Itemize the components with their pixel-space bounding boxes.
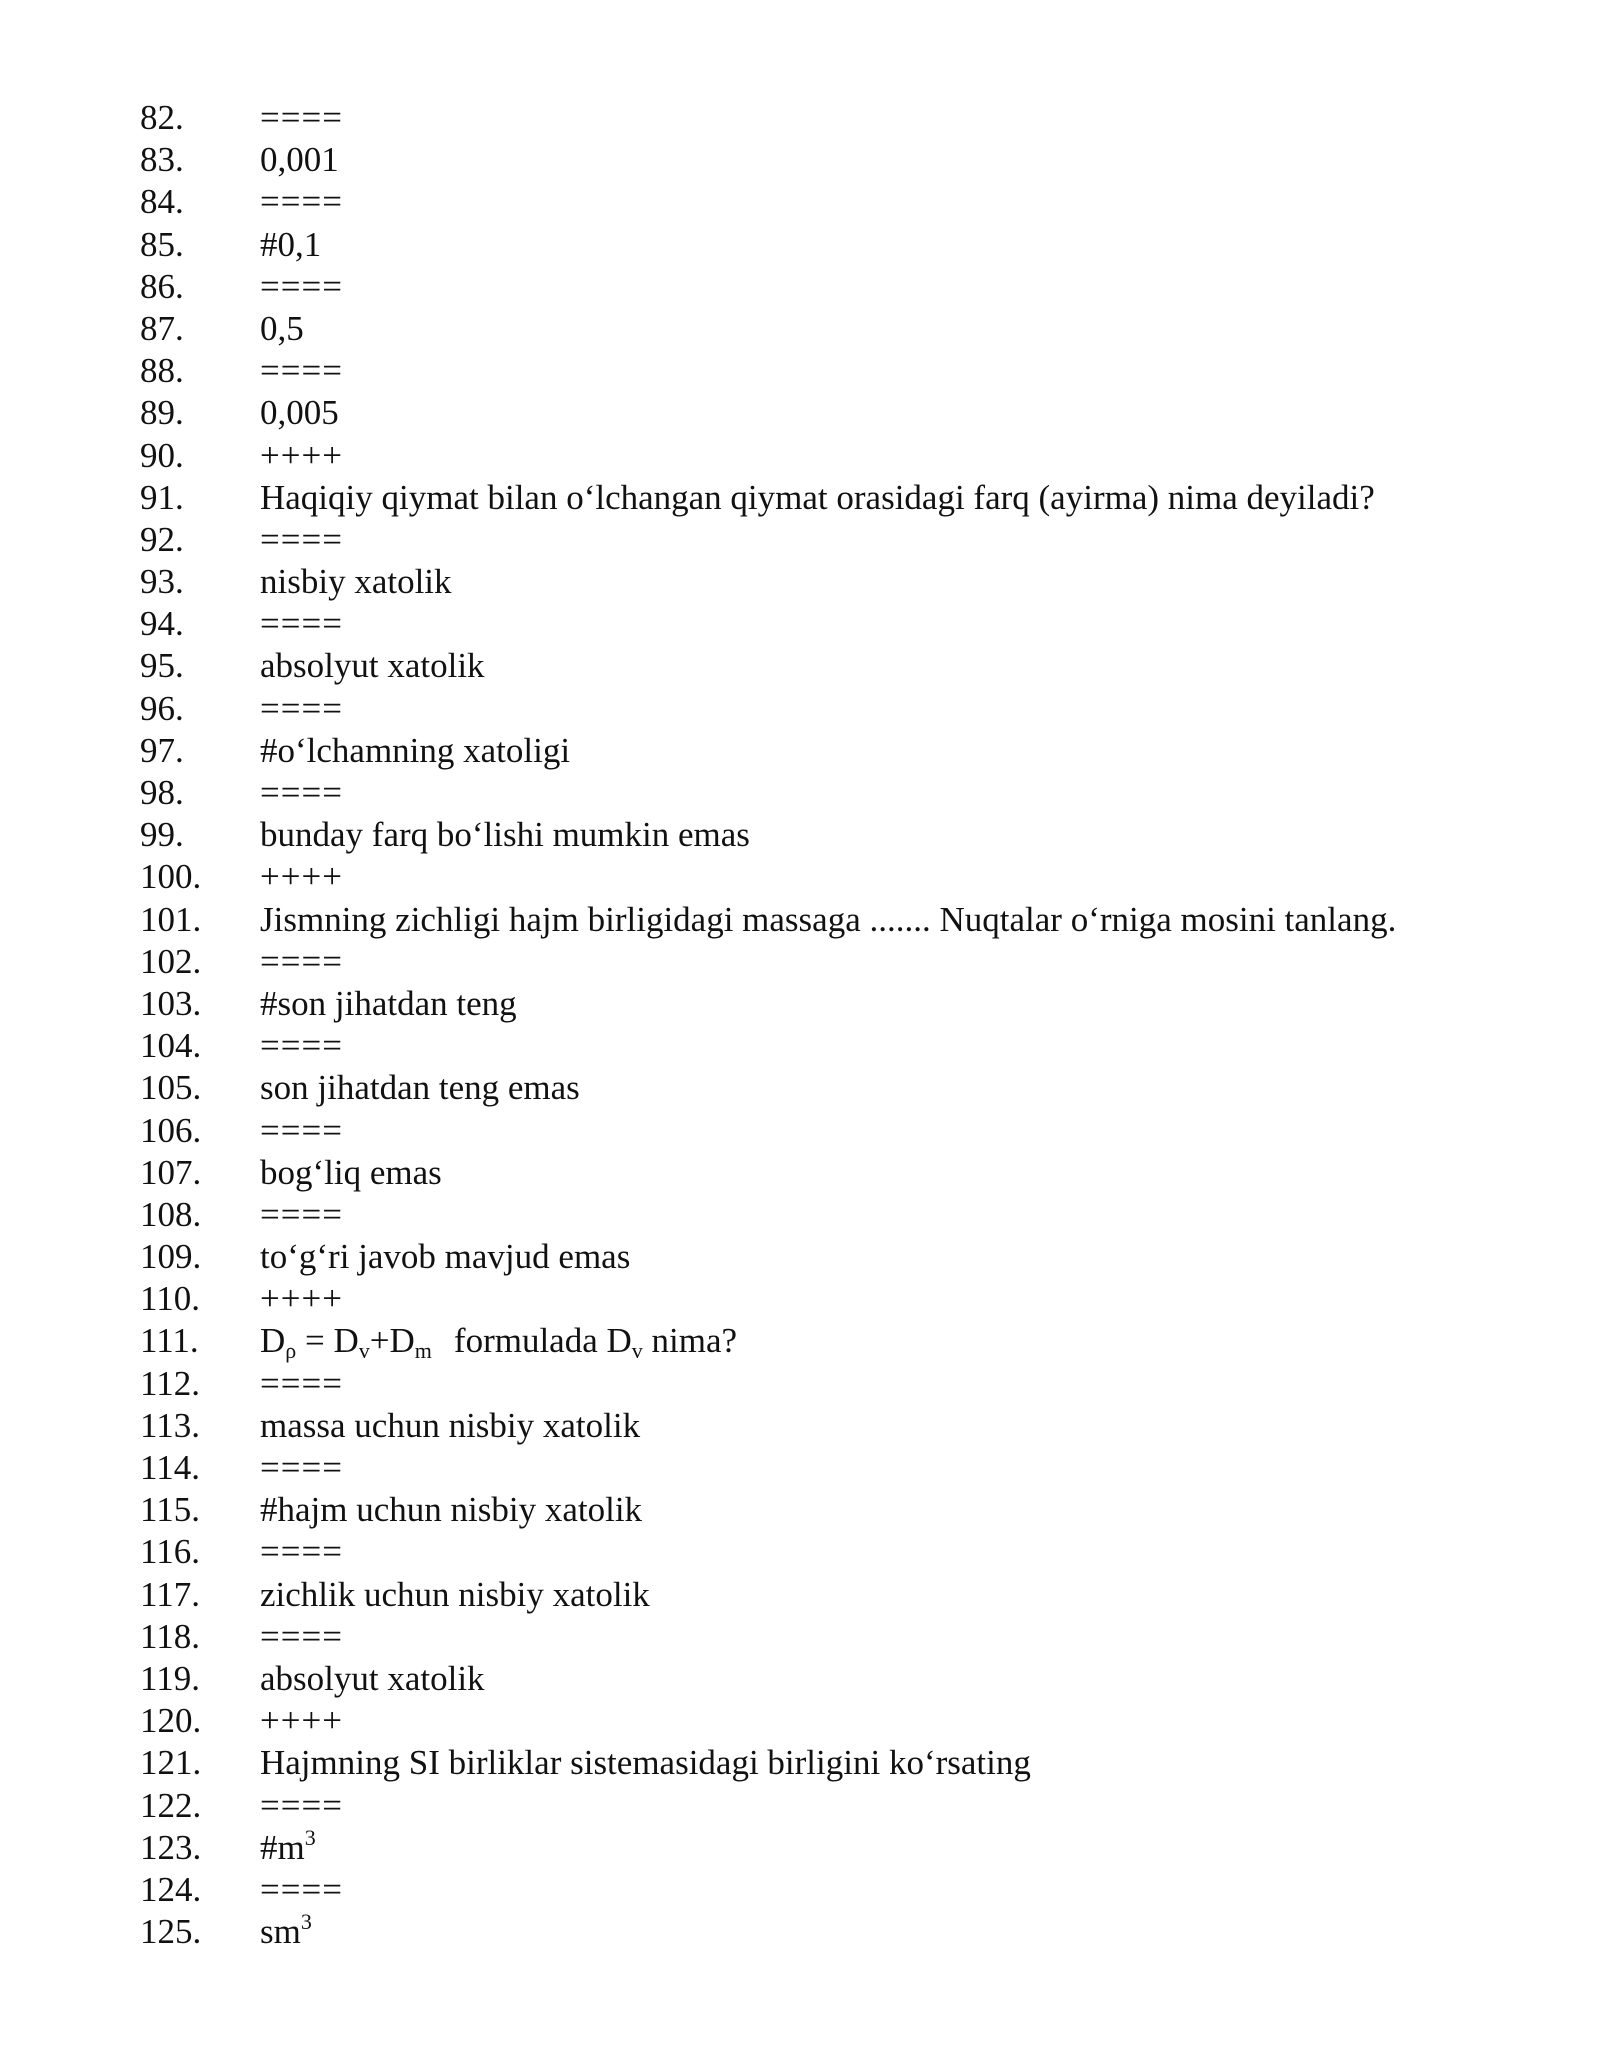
line-number: 84. xyxy=(140,182,184,222)
numbered-line xyxy=(140,181,1540,223)
line-number: 117. xyxy=(140,1574,200,1614)
line-number: 85. xyxy=(140,224,184,264)
separator-equals: ==== xyxy=(260,1448,343,1487)
line-number: 122. xyxy=(140,1785,202,1825)
line-number: 123. xyxy=(140,1827,202,1867)
separator-equals: ==== xyxy=(260,1532,343,1572)
numbered-line xyxy=(140,519,1540,561)
line-text: to‘g‘ri javob mavjud emas xyxy=(260,1237,631,1277)
numbered-line xyxy=(140,772,1540,814)
numbered-line xyxy=(140,1110,1540,1152)
line-number: 109. xyxy=(140,1237,202,1277)
line-text: 0,005 xyxy=(260,393,339,433)
numbered-line xyxy=(140,392,1540,434)
line-number: 111. xyxy=(140,1321,199,1361)
line-text: 0,001 xyxy=(260,140,339,180)
numbered-line xyxy=(140,645,1540,687)
numbered-line xyxy=(140,1447,1540,1489)
line-number: 96. xyxy=(140,688,184,728)
numbered-line xyxy=(140,1869,1540,1911)
line-number: 101. xyxy=(140,899,202,939)
separator-equals: ==== xyxy=(260,182,343,222)
numbered-line xyxy=(140,1700,1540,1742)
numbered-line xyxy=(140,814,1540,856)
line-number: 104. xyxy=(140,1026,202,1066)
line-number: 110. xyxy=(140,1279,200,1319)
numbered-line xyxy=(140,1025,1540,1067)
separator-plus: ++++ xyxy=(260,1701,343,1741)
numbered-line xyxy=(140,1742,1540,1784)
unit-line xyxy=(260,1911,1540,1953)
line-number: 102. xyxy=(140,941,202,981)
line-number: 114. xyxy=(140,1448,200,1487)
line-number: 105. xyxy=(140,1068,202,1108)
line-text: #son jihatdan teng xyxy=(260,983,517,1023)
separator-plus: ++++ xyxy=(260,1279,343,1319)
unit-exponent: 3 xyxy=(300,1909,312,1935)
unit-exponent: 3 xyxy=(304,1824,316,1850)
line-number: 115. xyxy=(140,1490,200,1530)
line-number: 103. xyxy=(140,983,202,1023)
separator-equals: ==== xyxy=(260,688,343,728)
line-text: son jihatdan teng emas xyxy=(260,1068,580,1108)
separator-equals: ==== xyxy=(260,266,343,306)
line-number: 116. xyxy=(140,1532,200,1572)
line-number: 97. xyxy=(140,730,184,770)
formula-subscript-v-2: v xyxy=(631,1338,643,1364)
line-number: 119. xyxy=(140,1658,200,1698)
line-text: absolyut xatolik xyxy=(260,1658,485,1698)
line-text: bog‘liq emas xyxy=(260,1152,442,1192)
numbered-line xyxy=(140,899,1540,941)
numbered-line xyxy=(140,941,1540,983)
line-number: 86. xyxy=(140,266,184,306)
numbered-line xyxy=(140,1152,1540,1194)
numbered-line xyxy=(140,688,1540,730)
line-number: 125. xyxy=(140,1912,202,1952)
separator-plus: ++++ xyxy=(260,857,343,897)
formula-label: formulada D xyxy=(453,1321,632,1361)
numbered-line xyxy=(140,266,1540,308)
line-number: 108. xyxy=(140,1194,202,1234)
line-text: absolyut xatolik xyxy=(260,646,485,686)
formula-equals-d: = D xyxy=(296,1321,359,1361)
line-text: nisbiy xatolik xyxy=(260,562,452,602)
separator-equals: ==== xyxy=(260,1785,343,1825)
line-number: 83. xyxy=(140,140,184,180)
numbered-line xyxy=(140,1489,1540,1531)
line-number: 91. xyxy=(140,477,184,517)
numbered-line xyxy=(140,477,1540,519)
numbered-line xyxy=(140,983,1540,1025)
numbered-line xyxy=(140,224,1540,266)
numbered-line xyxy=(140,1236,1540,1278)
line-number: 124. xyxy=(140,1869,202,1909)
formula-subscript-v: v xyxy=(358,1338,370,1364)
line-number: 120. xyxy=(140,1701,202,1741)
line-number: 94. xyxy=(140,604,184,644)
formula-question: nima? xyxy=(642,1321,738,1361)
numbered-line xyxy=(140,1616,1540,1658)
separator-equals: ==== xyxy=(260,1026,343,1066)
numbered-line xyxy=(140,1363,1540,1405)
formula-subscript-rho: ρ xyxy=(285,1338,297,1364)
numbered-line xyxy=(140,1785,1540,1827)
numbered-line xyxy=(140,350,1540,392)
separator-equals: ==== xyxy=(260,98,343,137)
separator-equals: ==== xyxy=(260,1194,343,1234)
numbered-line xyxy=(140,1911,1540,1953)
separator-equals: ==== xyxy=(260,351,343,391)
separator-plus: ++++ xyxy=(260,435,343,475)
separator-equals: ==== xyxy=(260,773,343,812)
line-number: 92. xyxy=(140,519,184,559)
line-number: 99. xyxy=(140,815,184,855)
formula-line xyxy=(260,1320,1540,1362)
numbered-line xyxy=(140,308,1540,350)
numbered-line xyxy=(140,730,1540,772)
formula-plus-d: +D xyxy=(369,1321,415,1361)
line-number: 90. xyxy=(140,435,184,475)
formula-subscript-m: m xyxy=(414,1338,432,1364)
separator-equals: ==== xyxy=(260,1869,343,1909)
line-number: 121. xyxy=(140,1743,202,1783)
line-number: 82. xyxy=(140,98,184,137)
separator-equals: ==== xyxy=(260,1363,343,1403)
line-number: 106. xyxy=(140,1110,202,1150)
numbered-line xyxy=(140,561,1540,603)
line-number: 87. xyxy=(140,308,184,348)
numbered-line xyxy=(140,1658,1540,1700)
numbered-line xyxy=(140,1405,1540,1447)
numbered-line xyxy=(140,1320,1540,1362)
separator-equals: ==== xyxy=(260,1616,343,1656)
separator-equals: ==== xyxy=(260,519,343,559)
line-number: 100. xyxy=(140,857,202,897)
separator-equals: ==== xyxy=(260,941,343,981)
numbered-line xyxy=(140,1194,1540,1236)
formula-symbol-d: D xyxy=(260,1321,286,1361)
numbered-line xyxy=(140,856,1540,898)
line-number: 98. xyxy=(140,773,184,812)
numbered-line xyxy=(140,1278,1540,1320)
line-text: #hajm uchun nisbiy xatolik xyxy=(260,1490,643,1530)
line-text: Haqiqiy qiymat bilan o‘lchangan qiymat orasidagi farq (ayirma) nima deyiladi? xyxy=(260,477,1375,517)
line-number: 107. xyxy=(140,1152,202,1192)
line-number: 89. xyxy=(140,393,184,433)
line-text: #0,1 xyxy=(260,224,322,264)
unit-line xyxy=(260,1824,1540,1869)
numbered-line xyxy=(140,1824,1540,1869)
numbered-line xyxy=(140,1574,1540,1616)
numbered-line-list xyxy=(140,97,1540,1953)
separator-equals: ==== xyxy=(260,604,343,644)
line-number: 88. xyxy=(140,351,184,391)
separator-equals: ==== xyxy=(260,1110,343,1150)
line-text: Hajmning SI birliklar sistemasidagi birligini ko‘rsating xyxy=(260,1743,1031,1783)
line-number: 93. xyxy=(140,562,184,602)
line-number: 118. xyxy=(140,1616,200,1656)
line-number: 113. xyxy=(140,1405,200,1445)
line-text: zichlik uchun nisbiy xatolik xyxy=(260,1574,650,1614)
numbered-line xyxy=(140,97,1540,139)
line-text: #o‘lchamning xatoligi xyxy=(260,730,571,770)
line-text: massa uchun nisbiy xatolik xyxy=(260,1405,641,1445)
line-text: Jismning zichligi hajm birligidagi massaga ....... Nuqtalar o‘rniga mosini tanlang. xyxy=(260,899,1397,939)
line-number: 95. xyxy=(140,646,184,686)
numbered-line xyxy=(140,435,1540,477)
numbered-line xyxy=(140,139,1540,181)
line-text: 0,5 xyxy=(260,308,304,348)
line-text: bunday farq bo‘lishi mumkin emas xyxy=(260,815,750,855)
numbered-line xyxy=(140,1067,1540,1109)
numbered-line xyxy=(140,603,1540,645)
numbered-line xyxy=(140,1531,1540,1573)
line-number: 112. xyxy=(140,1363,200,1403)
unit-base: sm xyxy=(260,1912,301,1952)
unit-base: #m xyxy=(260,1827,305,1867)
